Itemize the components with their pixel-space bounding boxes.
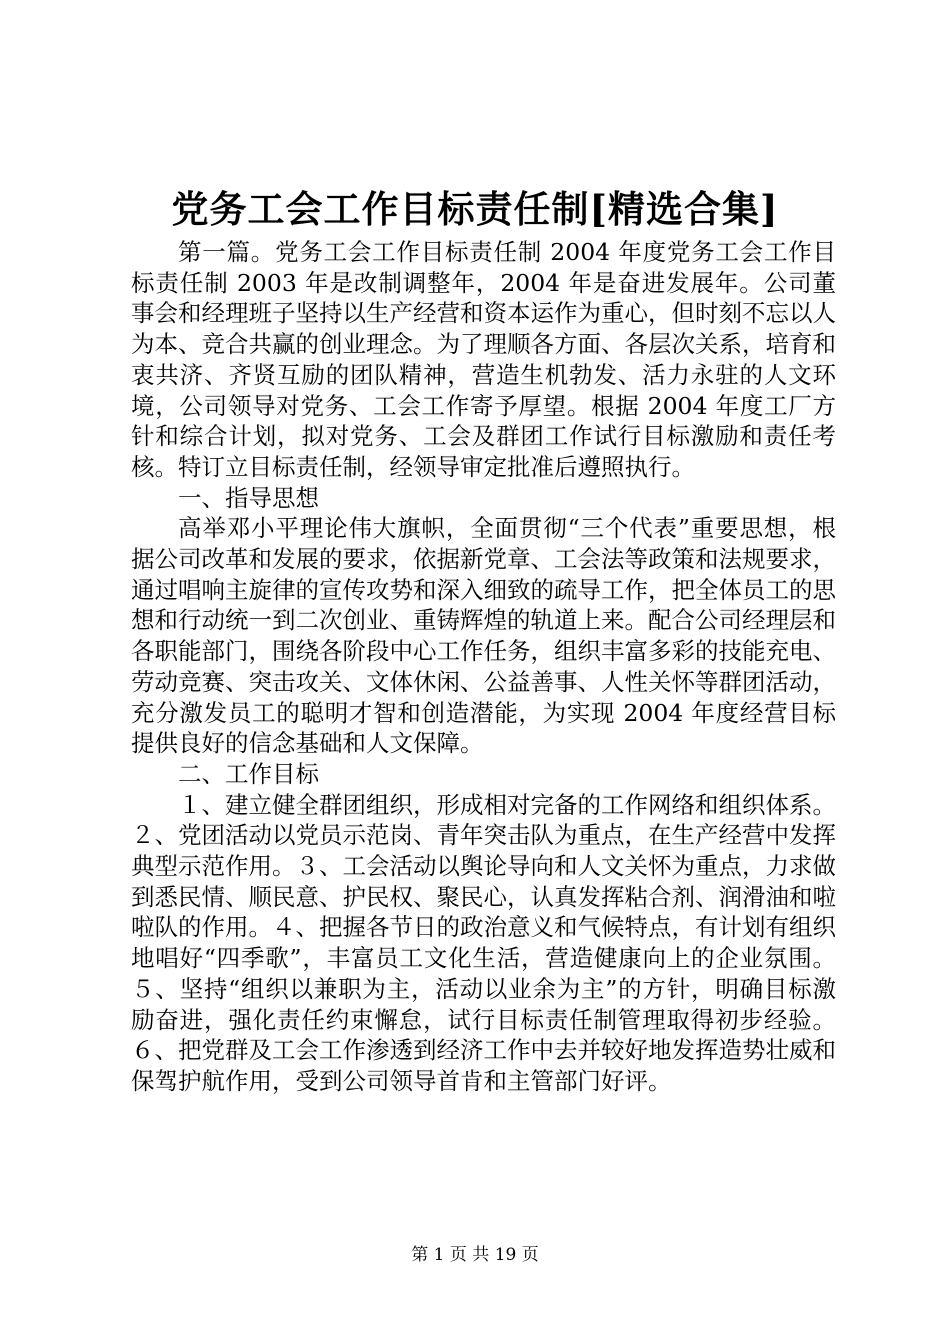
paragraph-guiding-thought: 高举邓小平理论伟大旗帜，全面贯彻“三个代表”重要思想，根据公司改革和发展的要求，依据新党章、工会法等政策和法规要求，通过唱响主旋律的宣传攻势和深入细致的疏导工作，把全体员工的思想和行动统一到二次创业、重铸辉煌的轨道上来。配合公司经理层和各职能部门，围绕各阶段中心工作任务，组织丰富多彩的技能充电、劳动竞赛、突击攻关、文体休闲、公益善事、人性关怀等群团活动，充分激发员工的聪明才智和创造潜能，为实现 2004 年度经营目标提供良好的信念基础和人文保障。 xyxy=(131,514,836,758)
document-title: 党务工会工作目标责任制[精选合集] xyxy=(171,187,779,231)
section-heading-work-goals: 二、工作目标 xyxy=(178,759,319,788)
section-heading-guiding-thought: 一、指导思想 xyxy=(178,483,319,512)
page-number-footer: 第 1 页 共 19 页 xyxy=(411,1245,539,1265)
document-body xyxy=(131,237,836,1097)
paragraph-work-goals: １、建立健全群团组织，形成相对完备的工作网络和组织体系。２、党团活动以党员示范岗、青年突击队为重点，在生产经营中发挥典型示范作用。３、工会活动以舆论导向和人文关怀为重点，力求做到悉民情、顺民意、护民权、聚民心，认真发挥粘合剂、润滑油和啦啦队的作用。４、把握各节日的政治意义和气候特点，有计划有组织地唱好“四季歌”，丰富员工文化生活，营造健康向上的企业氛围。５、坚持“组织以兼职为主，活动以业余为主”的方针，明确目标激励奋进，强化责任约束懈怠，试行目标责任制管理取得初步经验。６、把党群及工会工作渗透到经济工作中去并较好地发挥造势壮威和保驾护航作用，受到公司领导首肯和主管部门好评。 xyxy=(131,790,836,1095)
paragraph-intro: 第一篇。党务工会工作目标责任制 2004 年度党务工会工作目标责任制 2003 年是改制调整年，2004 年是奋进发展年。公司董事会和经理班子坚持以生产经营和资本运作为重心，但时刻不忘以人为本、竞合共赢的创业理念。为了理顺各方面、各层次关系，培育和衷共济、齐贤互励的团队精神，营造生机勃发、活力永驻的人文环境，公司领导对党务、工会工作寄予厚望。根据 2004 年度工厂方针和综合计划，拟对党务、工会及群团工作试行目标激励和责任考核。特订立目标责任制，经领导审定批准后遵照执行。 xyxy=(131,238,836,481)
